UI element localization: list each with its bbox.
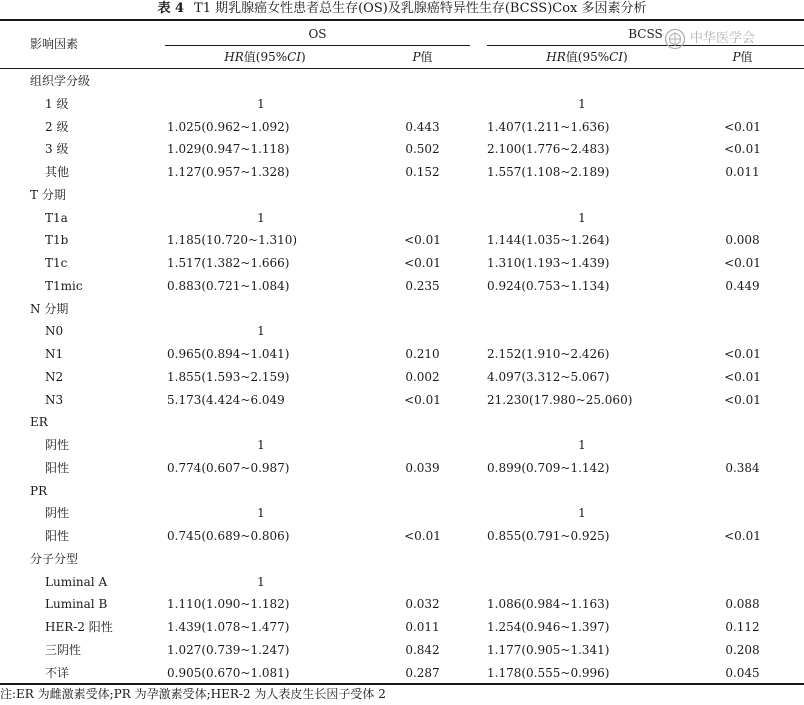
row-label: 1 级 bbox=[45, 96, 69, 111]
os-hr-value: 1.110(1.090~1.182) bbox=[167, 597, 290, 612]
os-hr-value: 1 bbox=[257, 574, 265, 589]
row-label: 三阴性 bbox=[45, 642, 82, 657]
os-hr-value: 1.127(0.957~1.328) bbox=[167, 165, 290, 179]
bcss-p-value: <0.01 bbox=[724, 142, 761, 157]
bcss-hr-value: 1.310(1.193~1.439) bbox=[487, 256, 610, 270]
bcss-p-value: <0.01 bbox=[724, 119, 761, 134]
os-hr-value: 1 bbox=[257, 210, 265, 225]
group-label: 组织学分级 bbox=[30, 74, 91, 88]
os-p-value: <0.01 bbox=[404, 233, 441, 248]
os-p-value: <0.01 bbox=[404, 529, 441, 543]
p-italic: P bbox=[412, 50, 421, 64]
bcss-hr-value: 1 bbox=[578, 210, 586, 225]
row-label: Luminal A bbox=[45, 574, 108, 589]
group-label: 分子分型 bbox=[30, 551, 79, 566]
os-p-value: 0.443 bbox=[405, 119, 440, 134]
bcss-hr-value: 21.230(17.980~25.060) bbox=[487, 392, 633, 407]
os-hr-value: 1.029(0.947~1.118) bbox=[167, 142, 290, 157]
os-hr-value: 1.517(1.382~1.666) bbox=[167, 256, 290, 270]
header-os: OS bbox=[308, 27, 327, 41]
row-label: 阴性 bbox=[45, 506, 70, 521]
group-label: PR bbox=[30, 483, 48, 498]
row-label: T1c bbox=[45, 256, 68, 270]
header-bcss: BCSS bbox=[628, 27, 663, 41]
medical-association-emblem-icon bbox=[664, 28, 686, 50]
row-label: N3 bbox=[45, 392, 64, 407]
bcss-p-value: 0.008 bbox=[725, 233, 760, 248]
hr-close: ) bbox=[623, 50, 628, 64]
os-hr-value: 0.965(0.894~1.041) bbox=[167, 347, 290, 361]
header-rule bbox=[0, 68, 804, 69]
hr-close: ) bbox=[301, 50, 306, 64]
os-hr-value: 1.025(0.962~1.092) bbox=[167, 119, 290, 134]
row-label: N0 bbox=[45, 324, 64, 339]
bcss-hr-value: 1.086(0.984~1.163) bbox=[487, 597, 610, 612]
bcss-hr-value: 1.254(0.946~1.397) bbox=[487, 620, 610, 634]
os-hr-value: 1 bbox=[257, 506, 265, 521]
bcss-p-value: 0.384 bbox=[725, 460, 760, 475]
top-rule bbox=[0, 19, 804, 21]
os-p-value: <0.01 bbox=[404, 392, 441, 407]
p-text: 值 bbox=[420, 50, 433, 64]
row-label: N2 bbox=[45, 369, 64, 384]
group-label: ER bbox=[30, 415, 48, 430]
table-title: T1 期乳腺癌女性患者总生存(OS)及乳腺癌特异性生存(BCSS)Cox 多因素分析 bbox=[194, 1, 647, 16]
bcss-p-value: 0.011 bbox=[725, 165, 760, 179]
table-caption bbox=[0, 0, 804, 18]
row-label: 其他 bbox=[45, 165, 70, 179]
bcss-hr-value: 0.924(0.753~1.134) bbox=[487, 278, 610, 293]
os-hr-value: 0.905(0.670~1.081) bbox=[167, 665, 290, 680]
bcss-p-value: 0.449 bbox=[725, 278, 760, 293]
os-hr-value: 0.774(0.607~0.987) bbox=[167, 460, 290, 475]
os-p-value: 0.210 bbox=[405, 347, 440, 361]
os-p-value: 0.032 bbox=[405, 597, 440, 612]
os-p-value: 0.039 bbox=[405, 460, 440, 475]
os-p-value: 0.002 bbox=[405, 369, 440, 384]
os-p-value: 0.152 bbox=[405, 165, 440, 179]
p-text: 值 bbox=[740, 50, 753, 64]
row-label: 2 级 bbox=[45, 119, 69, 134]
hr-italic: HR bbox=[546, 50, 566, 64]
bcss-p-value: <0.01 bbox=[724, 392, 761, 407]
bcss-hr-value: 1.144(1.035~1.264) bbox=[487, 233, 610, 248]
ci-italic: CI bbox=[287, 50, 302, 64]
bcss-hr-value: 4.097(3.312~5.067) bbox=[487, 369, 610, 384]
table-label: 表 4 bbox=[157, 1, 185, 16]
bcss-hr-value: 0.899(0.709~1.142) bbox=[487, 460, 610, 475]
os-hr-value: 1.185(10.720~1.310) bbox=[167, 233, 298, 248]
row-label: T1a bbox=[45, 210, 68, 225]
row-label: HER-2 阳性 bbox=[45, 620, 113, 634]
group-label: N 分期 bbox=[30, 301, 69, 316]
bcss-p-value: <0.01 bbox=[724, 256, 761, 270]
bcss-p-value: <0.01 bbox=[724, 369, 761, 384]
header-bcss-p bbox=[715, 49, 770, 65]
bcss-hr-value: 1 bbox=[578, 438, 586, 452]
os-p-value: 0.842 bbox=[405, 642, 440, 657]
os-hr-value: 1 bbox=[257, 324, 265, 339]
bcss-p-value: 0.045 bbox=[725, 665, 760, 680]
hr-text: 值(95% bbox=[565, 50, 610, 64]
bcss-p-value: <0.01 bbox=[724, 347, 761, 361]
os-hr-value: 1.855(1.593~2.159) bbox=[167, 369, 290, 384]
os-hr-value: 1 bbox=[257, 438, 265, 452]
bottom-rule bbox=[0, 683, 804, 685]
os-subrule bbox=[165, 45, 470, 46]
row-label: 阳性 bbox=[45, 529, 70, 543]
bcss-hr-value: 1 bbox=[578, 96, 586, 111]
os-hr-value: 5.173(4.424~6.049 bbox=[167, 392, 285, 407]
bcss-hr-value: 0.855(0.791~0.925) bbox=[487, 529, 610, 543]
bcss-hr-value: 2.152(1.910~2.426) bbox=[487, 347, 610, 361]
os-hr-value: 0.745(0.689~0.806) bbox=[167, 529, 290, 543]
bcss-hr-value: 1.177(0.905~1.341) bbox=[487, 642, 610, 657]
hr-italic: HR bbox=[224, 50, 244, 64]
bcss-hr-value: 2.100(1.776~2.483) bbox=[487, 142, 610, 157]
row-label: 3 级 bbox=[45, 142, 69, 157]
os-p-value: 0.235 bbox=[405, 278, 440, 293]
bcss-p-value: 0.208 bbox=[725, 642, 760, 657]
os-p-value: <0.01 bbox=[404, 256, 441, 270]
bcss-hr-value: 1 bbox=[578, 506, 586, 521]
row-label: 阳性 bbox=[45, 460, 70, 475]
row-label: T1mic bbox=[45, 278, 83, 293]
group-label: T 分期 bbox=[30, 187, 66, 202]
ci-italic: CI bbox=[609, 50, 624, 64]
row-label: 阴性 bbox=[45, 438, 70, 452]
bcss-hr-value: 1.178(0.555~0.996) bbox=[487, 665, 610, 680]
row-label: Luminal B bbox=[45, 597, 108, 612]
row-label: T1b bbox=[45, 233, 69, 248]
bcss-p-value: <0.01 bbox=[724, 529, 761, 543]
bcss-hr-value: 1.407(1.211~1.636) bbox=[487, 119, 610, 134]
bcss-p-value: 0.112 bbox=[725, 620, 760, 634]
row-label: 不详 bbox=[45, 665, 70, 680]
os-hr-value: 0.883(0.721~1.084) bbox=[167, 278, 290, 293]
header-os-p bbox=[395, 49, 450, 65]
os-hr-value: 1.027(0.739~1.247) bbox=[167, 642, 290, 657]
publisher-watermark bbox=[664, 27, 804, 51]
os-p-value: 0.287 bbox=[405, 665, 440, 680]
row-label: N1 bbox=[45, 347, 64, 361]
table-footnote: 注:ER 为雌激素受体;PR 为孕激素受体;HER-2 为人表皮生长因子受体 2 bbox=[0, 687, 386, 701]
header-bcss-hr bbox=[487, 49, 687, 65]
os-p-value: 0.502 bbox=[405, 142, 440, 157]
header-factor: 影响因素 bbox=[30, 37, 79, 51]
hr-text: 值(95% bbox=[243, 50, 288, 64]
os-hr-value: 1 bbox=[257, 96, 265, 111]
os-hr-value: 1.439(1.078~1.477) bbox=[167, 620, 290, 634]
bcss-hr-value: 1.557(1.108~2.189) bbox=[487, 165, 610, 179]
bcss-p-value: 0.088 bbox=[725, 597, 760, 612]
header-os-hr bbox=[165, 49, 365, 65]
p-italic: P bbox=[732, 50, 741, 64]
os-p-value: 0.011 bbox=[405, 620, 440, 634]
watermark-text: 中华医学会 bbox=[690, 31, 756, 46]
